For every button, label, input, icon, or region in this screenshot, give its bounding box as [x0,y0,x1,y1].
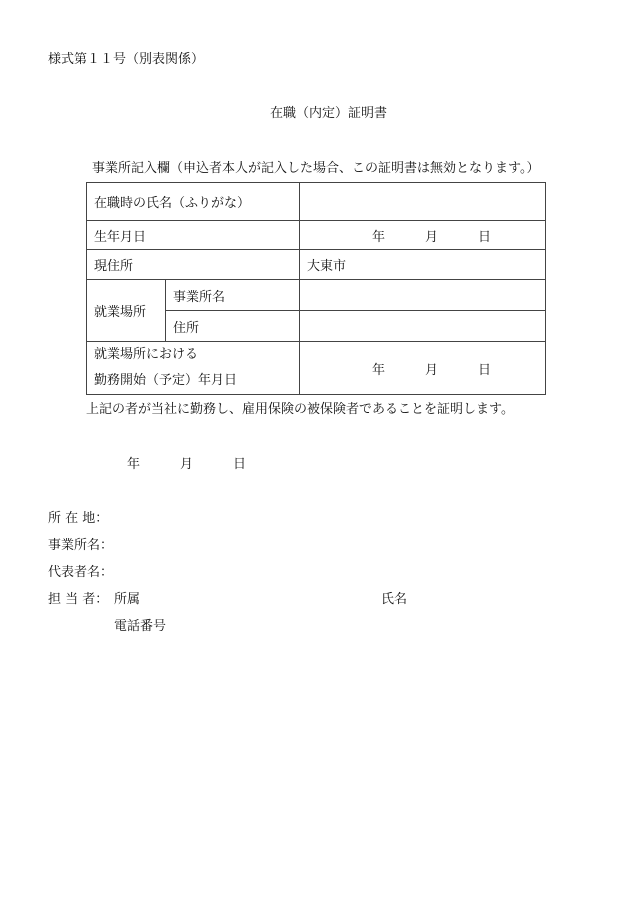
form-number: 様式第１１号（別表関係） [48,52,205,67]
row-start-date [87,342,546,395]
issue-date-field[interactable] [127,458,246,471]
start-date-label-line1: 就業場所における [94,347,199,362]
document-title: 在職（内定）証明書 [270,106,388,121]
row-office-name [87,280,546,311]
start-date-label-line2: 勤務開始（予定）年月日 [94,373,238,388]
name-value-field[interactable] [300,183,546,221]
birth-year-label: 年 [372,229,386,245]
contact-person-label: 担 当 者： [48,592,109,607]
birth-day-label: 日 [478,229,492,245]
birth-date-label: 生年月日 [87,221,300,250]
issue-year-label: 年 [127,457,141,472]
start-month-label: 月 [425,362,439,378]
certificate-table [86,182,546,395]
company-name-label: 事業所名： [48,538,114,553]
row-current-address [87,250,546,280]
current-address-label: 現住所 [87,250,300,280]
start-date-field[interactable] [300,342,546,395]
phone-number-label: 電話番号 [114,619,167,634]
representative-label: 代表者名： [48,565,114,580]
office-name-label: 事業所名 [166,280,300,311]
office-address-field[interactable] [300,311,546,342]
name-label: 在職時の氏名（ふりがな） [87,183,300,221]
office-name-field[interactable] [300,280,546,311]
birth-month-label: 月 [425,229,439,245]
start-date-label [87,342,300,395]
office-address-label: 住所 [166,311,300,342]
issue-month-label: 月 [180,457,194,472]
start-year-label: 年 [372,362,386,378]
contact-name-label: 氏名 [381,592,408,607]
certification-statement: 上記の者が当社に勤務し、雇用保険の被保険者であることを証明します。 [86,402,514,417]
row-birth-date [87,221,546,250]
birth-date-field[interactable] [300,221,546,250]
current-address-field[interactable]: 大東市 [300,250,546,280]
row-employee-name [87,183,546,221]
start-day-label: 日 [478,362,492,378]
employer-entry-note: 事業所記入欄（申込者本人が記入した場合、この証明書は無効となります。） [92,161,540,176]
issue-day-label: 日 [233,457,247,472]
workplace-label: 就業場所 [87,280,166,342]
company-address-label: 所 在 地： [48,511,109,526]
department-label: 所属 [114,592,141,607]
